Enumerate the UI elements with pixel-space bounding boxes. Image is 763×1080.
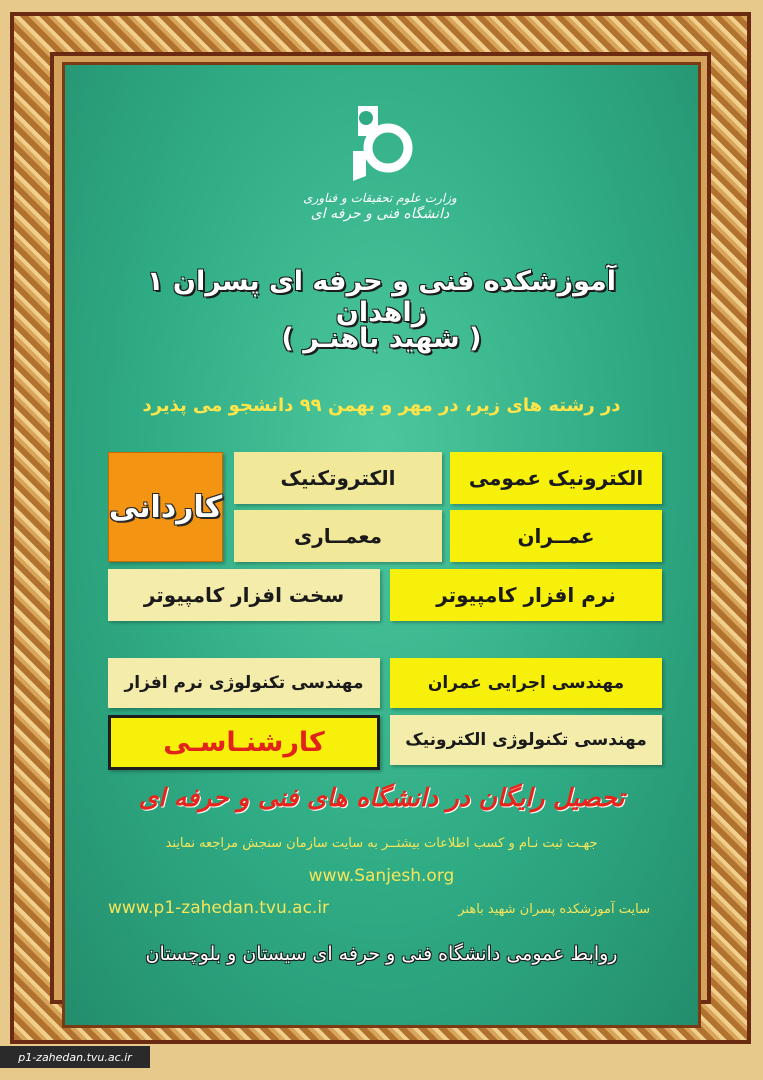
field-electronics-technology: مهندسی تکنولوژی الکترونیک <box>390 715 662 765</box>
sanjesh-link[interactable]: www.Sanjesh.org <box>308 866 455 886</box>
field-computer-hardware: سخت افزار کامپیوتر <box>108 569 380 621</box>
registration-info: جهـت ثبت نـام و کسب اطلاعات بیشتــر به سایت سازمان سنجش مراجعه نمایند <box>165 836 598 851</box>
field-architecture: معمــاری <box>234 510 442 562</box>
admission-intro: در رشته های زیر، در مهر و بهمن ۹۹ دانشجو می پذیرد <box>142 395 621 416</box>
site-label: سایت آموزشکده پسران شهید باهنر <box>458 902 650 917</box>
field-civil: عمــران <box>450 510 662 562</box>
free-education-slogan: تحصیل رایگان در دانشگاه های فنی و حرفه ای <box>138 783 625 812</box>
field-electrotechnics: الکتروتکنیک <box>234 452 442 504</box>
site-watermark: p1-zahedan.tvu.ac.ir <box>0 1046 150 1068</box>
university-logo-icon <box>338 96 418 186</box>
kardani-label: کاردانی <box>108 452 223 562</box>
field-computer-software: نرم افزار کامپیوتر <box>390 569 662 621</box>
field-electronics-general: الکترونیک عمومی <box>450 452 662 504</box>
university-name: دانشگاه فنی و حرفه ای <box>310 206 450 222</box>
ministry-text <box>300 190 460 222</box>
page-subtitle: ( شهید باهنـر ) <box>281 323 482 354</box>
ministry-line: وزارت علوم تحقیقات و فناوری <box>303 191 457 205</box>
school-site-link[interactable]: www.p1-zahedan.tvu.ac.ir <box>108 898 330 918</box>
field-civil-engineering: مهندسی اجرایی عمران <box>390 658 662 708</box>
page-title: آموزشکده فنی و حرفه ای پسران ۱ زاهدان <box>147 266 616 328</box>
field-software-technology: مهندسی تکنولوژی نرم افزار <box>108 658 380 708</box>
karshenasi-label: کارشنـاسـی <box>108 715 380 770</box>
public-relations-credit: روابط عمومی دانشگاه فنی و حرفه ای سیستان و بلوچستان <box>145 943 618 965</box>
